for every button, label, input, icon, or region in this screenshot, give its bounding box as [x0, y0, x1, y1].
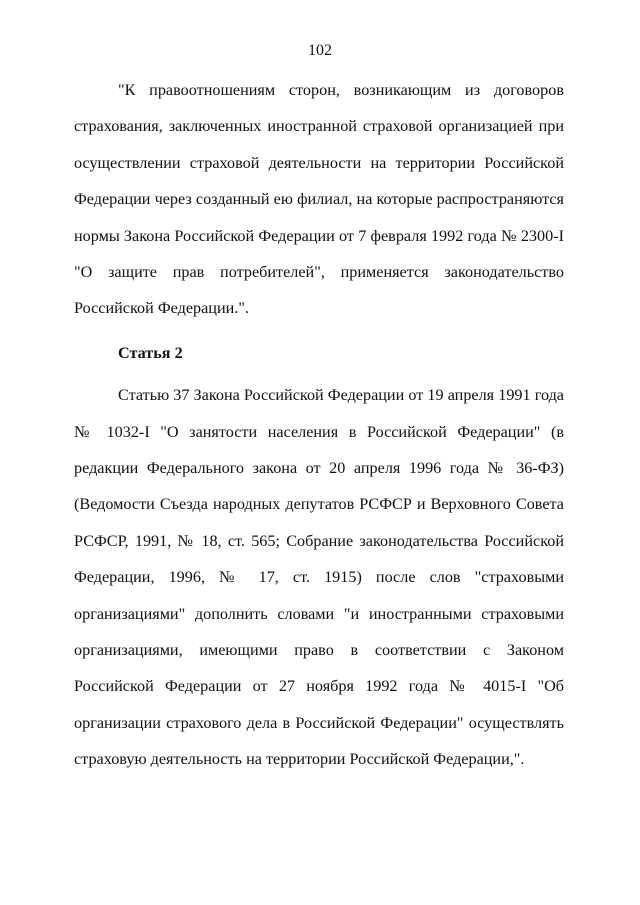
paragraph-article-2: Статью 37 Закона Российской Федерации от 19 апреля 1991 года № 1032-I "О занятости населения в Российской Федерации" (в редакции Федерального закона от 20 апреля 1996 года № 36-ФЗ) (Ведомости Съезда народных депутатов РСФСР и Верховного Совета РСФСР, 1991, № 18, ст. 565; Собрание законодательства Российской Федерации, 1996, № 17, ст. 1915) после слов "страховыми организациями" дополнить словами "и иностранными страховыми организациями, имеющими право в соответствии с Законом Российской Федерации от 27 ноября 1992 года № 4015-I "Об организации страхового дела в Российской Федерации" осуществлять страховую деятельность на территории Российской Федерации,".: [74, 386, 564, 769]
article-heading: Статья 2: [118, 343, 183, 362]
document-body: [74, 72, 564, 778]
page-number: 102: [308, 42, 332, 59]
paragraph-amendment-text: "К правоотношениям сторон, возникающим из договоров страхования, заключенных иностранной страховой организацией при осуществлении страховой деятельности на территории Российской Федерации через созданный ею филиал, на которые распространяются нормы Закона Российской Федерации от 7 февраля 1992 года № 2300-I "О защите прав потребителей", применяется законодательство Российской Федерации.".: [74, 81, 564, 318]
